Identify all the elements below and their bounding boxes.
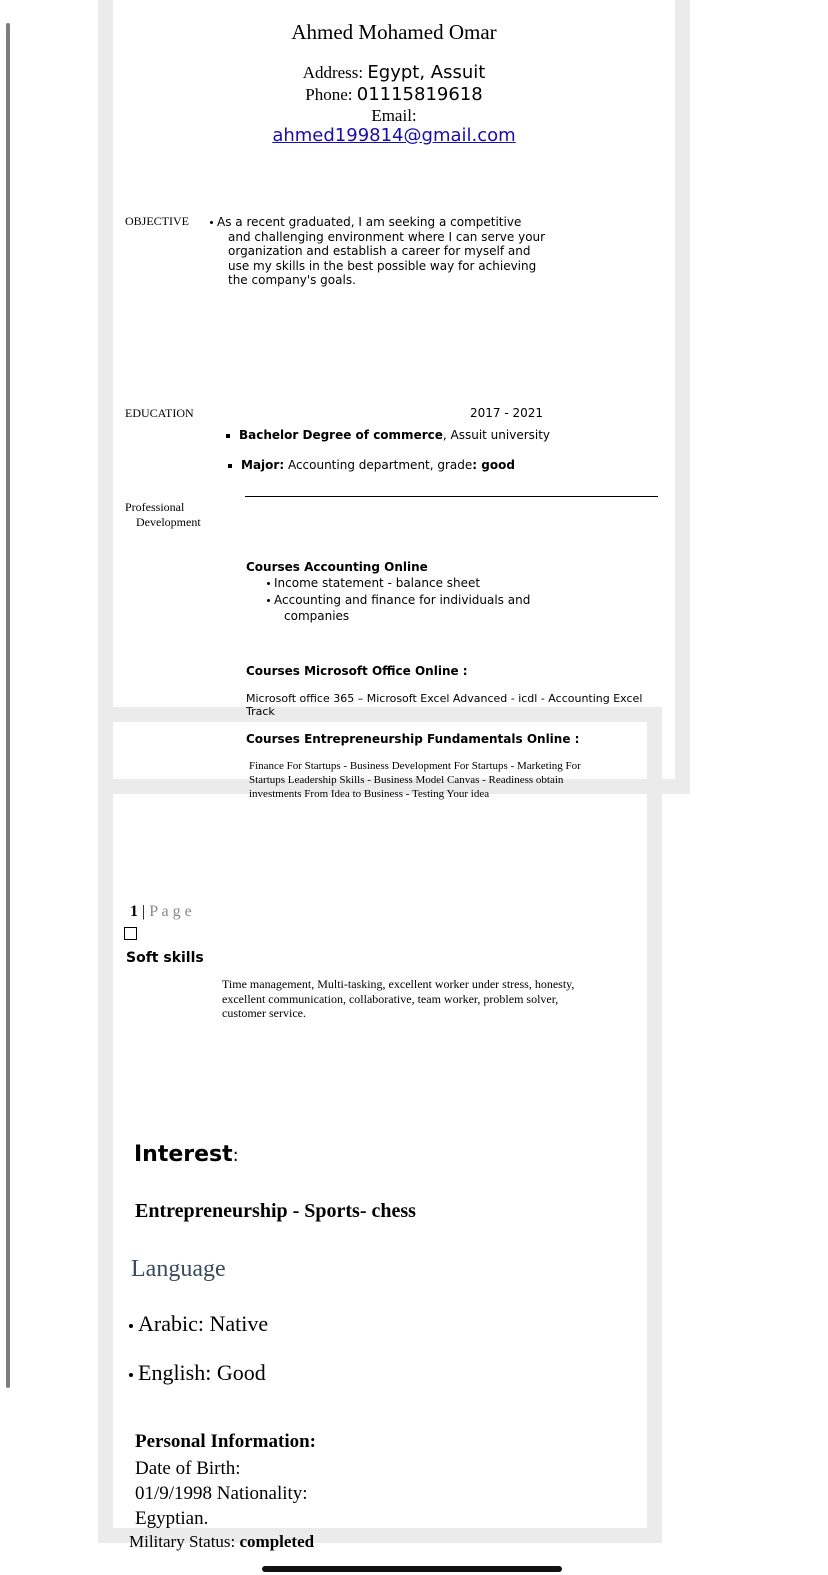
- phone-line: [194, 84, 594, 105]
- phone-value: 01115819618: [356, 84, 483, 105]
- email-label: Email:: [371, 106, 417, 125]
- email-line: [194, 125, 594, 146]
- email-link[interactable]: ahmed199814@gmail.com: [272, 125, 516, 146]
- degree-line: Bachelor Degree of commerce, Assuit university: [226, 428, 550, 442]
- bullet-icon: [129, 1324, 133, 1328]
- resume-name: Ahmed Mohamed Omar: [291, 20, 497, 44]
- square-bullet-icon: [226, 434, 230, 438]
- bullet-icon: [210, 221, 213, 224]
- military-status: Military Status: completed: [129, 1532, 315, 1551]
- major-line: Major: Accounting department, grade: good: [228, 458, 515, 472]
- objective-line-2: and challenging environment where I can serve your: [228, 229, 546, 244]
- interest-value: Entrepreneurship - Sports- chess: [135, 1200, 416, 1222]
- education-heading: EDUCATION: [125, 406, 194, 420]
- objective-line-1: As a recent graduated, I am seeking a competitive: [210, 215, 545, 230]
- address-line: [194, 62, 594, 83]
- objective-heading: OBJECTIVE: [125, 214, 189, 228]
- soft-skills-text: Time management, Multi-tasking, excellent worker under stress, honesty, excellent communication, collaborative, team worker, problem solver, customer service.: [222, 977, 575, 1020]
- section-divider: [245, 496, 658, 497]
- course1-item-2: Accounting and finance for individuals and: [267, 592, 530, 609]
- objective-text: [210, 215, 545, 288]
- vertical-scrollbar[interactable]: [6, 23, 10, 1388]
- bullet-icon: [267, 582, 270, 585]
- interest-heading: Interest:: [134, 1142, 239, 1167]
- phone-label: Phone:: [305, 85, 353, 104]
- page-separator: |: [142, 903, 146, 920]
- language-item-1: Arabic: Native: [129, 1311, 268, 1337]
- course2-title: Courses Microsoft Office Online :: [246, 664, 468, 678]
- page-frame-2: [98, 707, 662, 1543]
- square-bullet-icon: [228, 464, 232, 468]
- course1-item-2-cont: companies: [284, 609, 350, 623]
- checkbox-icon: [124, 927, 137, 940]
- objective-line-5: the company's goals.: [228, 273, 356, 287]
- course2-text: Microsoft office 365 – Microsoft Excel Advanced - icdl - Accounting Excel Track: [246, 692, 643, 718]
- language-heading: Language: [131, 1256, 226, 1282]
- soft-skills-heading: Soft skills: [126, 950, 204, 966]
- page-footer: [130, 903, 192, 921]
- personal-text: Date of Birth: 01/9/1998 Nationality: Egyptian.: [135, 1458, 308, 1529]
- course3-text: Finance For Startups - Business Development For Startups - Marketing For Startups Leadership Skills - Business Model Canvas - Readiness obtain investments From Idea to Business - Testing Your idea: [249, 760, 581, 800]
- personal-heading: Personal Information:: [135, 1431, 317, 1452]
- bullet-icon: [129, 1373, 133, 1377]
- course3-title: Courses Entrepreneurship Fundamentals Online :: [246, 732, 580, 746]
- course1-item-1: Income statement - balance sheet: [267, 575, 530, 592]
- bullet-icon: [267, 599, 270, 602]
- address-label: Address:: [302, 63, 364, 82]
- address-value: Egypt, Assuit: [367, 62, 486, 83]
- education-years: 2017 - 2021: [470, 406, 544, 420]
- objective-line-3: organization and establish a career for myself and: [228, 244, 531, 258]
- page-number: 1: [130, 903, 138, 920]
- home-indicator[interactable]: [262, 1566, 562, 1572]
- language-item-2: English: Good: [129, 1360, 266, 1386]
- objective-line-4: use my skills in the best possible way for achieving: [228, 258, 537, 273]
- page-word: P a g e: [149, 903, 192, 920]
- course1-title: Courses Accounting Online: [246, 560, 428, 574]
- course1-items: [267, 575, 530, 625]
- professional-heading: Professional Development: [125, 500, 201, 529]
